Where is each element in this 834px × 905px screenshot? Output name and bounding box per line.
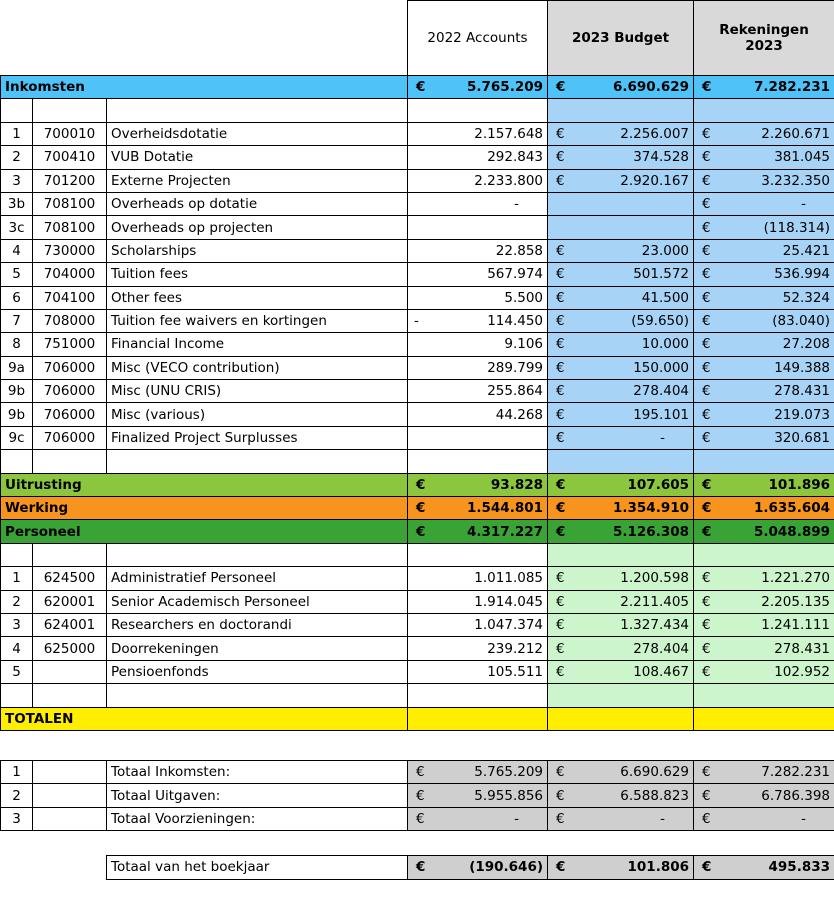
header-row <box>1 1 834 76</box>
euro-sign: € <box>702 266 711 283</box>
boekjaar-row <box>1 856 834 879</box>
row-nr: 8 <box>1 333 33 356</box>
euro-sign: € <box>556 406 565 423</box>
section-budget-inkomsten: € 6.690.629 <box>548 76 694 99</box>
table-row <box>1 263 834 286</box>
row-code: 624500 <box>33 567 107 590</box>
euro-sign: € <box>702 219 711 236</box>
euro-sign: € <box>556 476 566 493</box>
row-nr: 5 <box>1 660 33 683</box>
row-rek: € (83.040) <box>694 309 834 332</box>
row-name: Senior Academisch Personeel <box>107 590 408 613</box>
table-row <box>1 169 834 192</box>
row-2022 <box>408 216 548 239</box>
row-name: Researchers en doctorandi <box>107 613 408 636</box>
row-budget: € 41.500 <box>548 286 694 309</box>
euro-sign: € <box>556 125 565 142</box>
row-budget: € 278.404 <box>548 637 694 660</box>
row-code: 706000 <box>33 356 107 379</box>
row-code: 700410 <box>33 146 107 169</box>
summary-nr: 2 <box>1 784 33 807</box>
euro-sign: € <box>556 787 565 804</box>
row-rek: € 3.232.350 <box>694 169 834 192</box>
euro-sign: € <box>556 242 565 259</box>
row-name: Finalized Project Surplusses <box>107 426 408 449</box>
row-nr: 9a <box>1 356 33 379</box>
spacer-row <box>1 730 834 760</box>
row-budget: € 195.101 <box>548 403 694 426</box>
euro-sign: € <box>702 570 711 587</box>
row-2022: 239.212 <box>408 637 548 660</box>
row-2022: 1.047.374 <box>408 613 548 636</box>
row-2022: 9.106 <box>408 333 548 356</box>
row-budget: € 374.528 <box>548 146 694 169</box>
row-code: 708000 <box>33 309 107 332</box>
section-totalen <box>1 707 834 730</box>
row-name: Doorrekeningen <box>107 637 408 660</box>
row-2022: 1.914.045 <box>408 590 548 613</box>
row-name: Tuition fees <box>107 263 408 286</box>
euro-sign: € <box>702 787 711 804</box>
table-row <box>1 426 834 449</box>
euro-sign: € <box>702 336 711 353</box>
summary-nr: 3 <box>1 807 33 830</box>
summary-a2022: € 5.765.209 <box>408 760 548 783</box>
row-rek: € 25.421 <box>694 239 834 262</box>
row-rek: € 2.205.135 <box>694 590 834 613</box>
row-nr: 4 <box>1 637 33 660</box>
euro-sign: € <box>556 523 566 540</box>
col-rekeningen-header: Rekeningen 2023 <box>694 1 834 76</box>
section-rek-personeel: € 5.048.899 <box>694 520 834 543</box>
row-budget: € 2.256.007 <box>548 122 694 145</box>
col-2023-budget-header: 2023 Budget <box>548 1 694 76</box>
euro-sign: € <box>556 617 565 634</box>
row-nr: 3 <box>1 613 33 636</box>
row-nr: 9c <box>1 426 33 449</box>
row-nr: 1 <box>1 567 33 590</box>
section-label-personeel: Personeel <box>1 520 408 543</box>
euro-sign: € <box>702 406 711 423</box>
row-rek: € (118.314) <box>694 216 834 239</box>
row-nr: 6 <box>1 286 33 309</box>
row-name: Overheads op dotatie <box>107 192 408 215</box>
euro-sign: € <box>702 383 711 400</box>
euro-sign: € <box>702 617 711 634</box>
row-nr: 3 <box>1 169 33 192</box>
row-2022: 44.268 <box>408 403 548 426</box>
table-row <box>1 590 834 613</box>
summary-row <box>1 760 834 783</box>
row-budget <box>548 216 694 239</box>
row-name: Misc (UNU CRIS) <box>107 380 408 403</box>
boekjaar-2022: € (190.646) <box>408 856 548 879</box>
totalen-label: TOTALEN <box>1 707 408 730</box>
row-name: Financial Income <box>107 333 408 356</box>
euro-sign: € <box>556 79 566 96</box>
section-werking <box>1 497 834 520</box>
summary-budget: € 6.690.629 <box>548 760 694 783</box>
row-2022: - <box>408 192 548 215</box>
summary-rek: € 7.282.231 <box>694 760 834 783</box>
section-budget-personeel: € 5.126.308 <box>548 520 694 543</box>
row-budget: € 1.200.598 <box>548 567 694 590</box>
row-rek: € 102.952 <box>694 660 834 683</box>
euro-sign: € <box>416 476 426 493</box>
euro-sign: € <box>702 764 711 781</box>
section-2022-werking: € 1.544.801 <box>408 497 548 520</box>
section-2022-uitrusting: € 93.828 <box>408 473 548 496</box>
row-nr: 2 <box>1 146 33 169</box>
euro-sign: € <box>556 593 565 610</box>
euro-sign: € <box>702 593 711 610</box>
section-2022-inkomsten: € 5.765.209 <box>408 76 548 99</box>
boekjaar-budget: € 101.806 <box>548 856 694 879</box>
euro-sign: € <box>702 359 711 376</box>
row-name: Externe Projecten <box>107 169 408 192</box>
euro-sign: € <box>556 359 565 376</box>
blank-row <box>1 543 834 566</box>
euro-sign: € <box>556 570 565 587</box>
row-budget: € 150.000 <box>548 356 694 379</box>
summary-budget: € - <box>548 807 694 830</box>
row-name: Scholarships <box>107 239 408 262</box>
blank-row <box>1 684 834 707</box>
row-nr: 1 <box>1 122 33 145</box>
row-code: 704100 <box>33 286 107 309</box>
row-nr: 9b <box>1 403 33 426</box>
euro-sign: € <box>702 172 711 189</box>
col-2022-header: 2022 Accounts <box>408 1 548 76</box>
blank-row <box>1 450 834 473</box>
row-rek: € - <box>694 192 834 215</box>
row-budget: € 278.404 <box>548 380 694 403</box>
euro-sign: € <box>702 476 712 493</box>
euro-sign: € <box>702 500 712 517</box>
row-rek: € 149.388 <box>694 356 834 379</box>
row-rek: € 219.073 <box>694 403 834 426</box>
euro-sign: € <box>702 313 711 330</box>
euro-sign: € <box>702 196 711 213</box>
row-2022: 255.864 <box>408 380 548 403</box>
summary-name: Totaal Inkomsten: <box>107 760 408 783</box>
euro-sign: € <box>416 810 425 827</box>
table-row <box>1 192 834 215</box>
row-name: Misc (various) <box>107 403 408 426</box>
euro-sign: € <box>702 640 711 657</box>
row-name: Overheads op projecten <box>107 216 408 239</box>
row-nr: 3b <box>1 192 33 215</box>
row-budget: € 23.000 <box>548 239 694 262</box>
row-name: Overheidsdotatie <box>107 122 408 145</box>
section-uitrusting <box>1 473 834 496</box>
summary-row <box>1 784 834 807</box>
table-row <box>1 122 834 145</box>
table-row <box>1 333 834 356</box>
section-personeel <box>1 520 834 543</box>
summary-rek: € 6.786.398 <box>694 784 834 807</box>
section-budget-werking: € 1.354.910 <box>548 497 694 520</box>
row-rek: € 278.431 <box>694 637 834 660</box>
table-row <box>1 239 834 262</box>
section-label-werking: Werking <box>1 497 408 520</box>
row-name: Misc (VECO contribution) <box>107 356 408 379</box>
boekjaar-rek: € 495.833 <box>694 856 834 879</box>
row-nr: 2 <box>1 590 33 613</box>
table-row <box>1 567 834 590</box>
row-code: 700010 <box>33 122 107 145</box>
section-inkomsten <box>1 76 834 99</box>
euro-sign: € <box>556 500 566 517</box>
row-code: 704000 <box>33 263 107 286</box>
table-row <box>1 613 834 636</box>
row-code: 624001 <box>33 613 107 636</box>
row-rek: € 278.431 <box>694 380 834 403</box>
row-rek: € 320.681 <box>694 426 834 449</box>
spacer-row <box>1 831 834 856</box>
euro-sign: € <box>556 430 565 447</box>
euro-sign: € <box>416 764 425 781</box>
section-label-uitrusting: Uitrusting <box>1 473 408 496</box>
table-row <box>1 286 834 309</box>
row-code: 620001 <box>33 590 107 613</box>
euro-sign: € <box>556 289 565 306</box>
euro-sign: € <box>556 810 565 827</box>
boekjaar-name: Totaal van het boekjaar <box>107 856 408 879</box>
row-2022: 567.974 <box>408 263 548 286</box>
row-code <box>33 660 107 683</box>
row-code: 708100 <box>33 216 107 239</box>
row-nr: 3c <box>1 216 33 239</box>
section-rek-uitrusting: € 101.896 <box>694 473 834 496</box>
row-rek: € 2.260.671 <box>694 122 834 145</box>
row-name: Pensioenfonds <box>107 660 408 683</box>
summary-budget: € 6.588.823 <box>548 784 694 807</box>
table-row <box>1 660 834 683</box>
row-2022: 5.500 <box>408 286 548 309</box>
euro-sign: € <box>416 523 426 540</box>
euro-sign: € <box>556 859 566 876</box>
euro-sign: € <box>556 172 565 189</box>
table-row <box>1 309 834 332</box>
euro-sign: € <box>416 859 426 876</box>
euro-sign: € <box>416 787 425 804</box>
euro-sign: € <box>556 266 565 283</box>
summary-name: Totaal Voorzieningen: <box>107 807 408 830</box>
euro-sign: € <box>702 289 711 306</box>
summary-name: Totaal Uitgaven: <box>107 784 408 807</box>
row-code: 706000 <box>33 403 107 426</box>
row-budget: € 501.572 <box>548 263 694 286</box>
row-code: 701200 <box>33 169 107 192</box>
row-code: 706000 <box>33 380 107 403</box>
euro-sign: € <box>702 523 712 540</box>
table-row <box>1 146 834 169</box>
row-rek: € 52.324 <box>694 286 834 309</box>
table-row <box>1 637 834 660</box>
table-row <box>1 216 834 239</box>
table-row <box>1 403 834 426</box>
row-2022: 22.858 <box>408 239 548 262</box>
row-name: Other fees <box>107 286 408 309</box>
row-rek: € 1.221.270 <box>694 567 834 590</box>
row-code: 706000 <box>33 426 107 449</box>
section-rek-inkomsten: € 7.282.231 <box>694 76 834 99</box>
row-budget: € 1.327.434 <box>548 613 694 636</box>
row-budget: € 2.211.405 <box>548 590 694 613</box>
blank-row <box>1 99 834 122</box>
euro-sign: € <box>702 79 712 96</box>
euro-sign: € <box>702 125 711 142</box>
row-nr: 5 <box>1 263 33 286</box>
row-name: Administratief Personeel <box>107 567 408 590</box>
row-2022: 292.843 <box>408 146 548 169</box>
euro-sign: € <box>702 810 711 827</box>
row-budget: € 10.000 <box>548 333 694 356</box>
summary-nr: 1 <box>1 760 33 783</box>
row-nr: 9b <box>1 380 33 403</box>
table-row <box>1 380 834 403</box>
row-budget: € (59.650) <box>548 309 694 332</box>
euro-sign: € <box>556 313 565 330</box>
row-code: 730000 <box>33 239 107 262</box>
section-rek-werking: € 1.635.604 <box>694 497 834 520</box>
euro-sign: € <box>556 149 565 166</box>
row-2022: 289.799 <box>408 356 548 379</box>
row-2022: 1.011.085 <box>408 567 548 590</box>
summary-rek: € - <box>694 807 834 830</box>
row-nr: 4 <box>1 239 33 262</box>
section-label-inkomsten: Inkomsten <box>1 76 408 99</box>
row-rek: € 27.208 <box>694 333 834 356</box>
euro-sign: € <box>556 663 565 680</box>
section-2022-personeel: € 4.317.227 <box>408 520 548 543</box>
euro-sign: € <box>556 336 565 353</box>
row-code: 625000 <box>33 637 107 660</box>
row-2022 <box>408 426 548 449</box>
row-code: 751000 <box>33 333 107 356</box>
euro-sign: € <box>702 149 711 166</box>
euro-sign: € <box>416 500 426 517</box>
row-budget <box>548 192 694 215</box>
euro-sign: € <box>556 383 565 400</box>
summary-a2022: € - <box>408 807 548 830</box>
row-name: Tuition fee waivers en kortingen <box>107 309 408 332</box>
euro-sign: € <box>416 79 426 96</box>
summary-a2022: € 5.955.856 <box>408 784 548 807</box>
row-rek: € 1.241.111 <box>694 613 834 636</box>
euro-sign: € <box>702 663 711 680</box>
row-nr: 7 <box>1 309 33 332</box>
header-blank <box>1 1 408 76</box>
euro-sign: € <box>702 859 712 876</box>
euro-sign: € <box>556 764 565 781</box>
row-2022: 2.157.648 <box>408 122 548 145</box>
summary-row <box>1 807 834 830</box>
euro-sign: € <box>702 430 711 447</box>
row-2022: - 114.450 <box>408 309 548 332</box>
row-rek: € 536.994 <box>694 263 834 286</box>
row-2022: 2.233.800 <box>408 169 548 192</box>
row-budget: € - <box>548 426 694 449</box>
row-name: VUB Dotatie <box>107 146 408 169</box>
euro-sign: € <box>556 640 565 657</box>
euro-sign: € <box>702 242 711 259</box>
section-budget-uitrusting: € 107.605 <box>548 473 694 496</box>
row-budget: € 108.467 <box>548 660 694 683</box>
row-2022: 105.511 <box>408 660 548 683</box>
table-row <box>1 356 834 379</box>
row-budget: € 2.920.167 <box>548 169 694 192</box>
row-rek: € 381.045 <box>694 146 834 169</box>
row-code: 708100 <box>33 192 107 215</box>
